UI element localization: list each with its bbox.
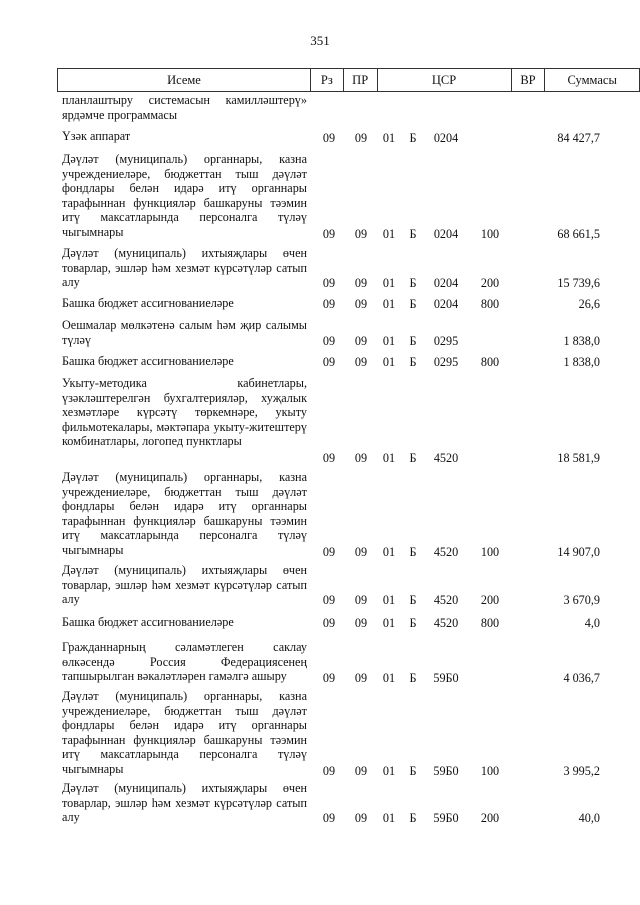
cell-rz: 09 <box>322 671 336 686</box>
cell-vr: 800 <box>480 297 500 312</box>
row-name: Дәүләт (муниципаль) органнары, казна учреждениеләре, бюджеттан тыш дәүләт фондлары белән идарә итү органнары тарафыннан функцияләр башкаруны тәэмин итү максатларында персоналга түләү чыгымнары <box>62 152 307 239</box>
cell-csr1: 01 <box>382 616 396 631</box>
cell-rz: 09 <box>322 297 336 312</box>
table-row <box>0 354 640 370</box>
header-pr: ПР <box>343 69 377 92</box>
row-name: Дәүләт (муниципаль) органнары, казна учреждениеләре, бюджеттан тыш дәүләт фондлары белән идарә итү органнары тарафыннан функцияләр башкаруны тәэмин итү максатларында персоналга түләү чыгымнары <box>62 470 307 557</box>
table-row <box>0 615 640 631</box>
cell-pr: 09 <box>354 355 368 370</box>
cell-pr: 09 <box>354 451 368 466</box>
cell-sum: 84 427,7 <box>557 131 600 146</box>
cell-vr: 200 <box>480 593 500 608</box>
cell-pr: 09 <box>354 811 368 826</box>
cell-pr: 09 <box>354 131 368 146</box>
cell-sum: 3 670,9 <box>563 593 600 608</box>
row-name: Укыту-методика кабинетлары, үзәкләштерелгән бухгалтерияләр, хуҗалык хезмәтләре күрсәтү төркемнәре, укыту фильмотекалары, мәктәпара укыту-житештерү комбинатлары, логопед пунктлары <box>62 376 307 449</box>
row-name: Башка бюджет ассигнованиеләре <box>62 615 234 629</box>
header-sum: Суммасы <box>545 69 640 92</box>
cell-sum: 3 995,2 <box>563 764 600 779</box>
cell-vr: 100 <box>480 764 500 779</box>
cell-vr: 100 <box>480 227 500 242</box>
cell-csr2: Б <box>409 593 417 608</box>
row-name: Дәүләт (муниципаль) ихтыяҗлары өчен товарлар, эшләр һәм хезмәт күрсәтүләр сатып алу <box>62 563 307 607</box>
cell-rz: 09 <box>322 131 336 146</box>
cell-csr2: Б <box>409 334 417 349</box>
cell-csr1: 01 <box>382 297 396 312</box>
cell-pr: 09 <box>354 616 368 631</box>
cell-csr1: 01 <box>382 811 396 826</box>
cell-csr1: 01 <box>382 451 396 466</box>
cell-sum: 18 581,9 <box>557 451 600 466</box>
cell-csr1: 01 <box>382 276 396 291</box>
cell-rz: 09 <box>322 616 336 631</box>
cell-pr: 09 <box>354 276 368 291</box>
cell-csr3: 0295 <box>433 355 459 370</box>
header-vr: ВР <box>511 69 545 92</box>
cell-pr: 09 <box>354 545 368 560</box>
cell-pr: 09 <box>354 334 368 349</box>
cell-pr: 09 <box>354 227 368 242</box>
table-row <box>0 640 640 686</box>
cell-sum: 14 907,0 <box>557 545 600 560</box>
cell-rz: 09 <box>322 451 336 466</box>
cell-rz: 09 <box>322 334 336 349</box>
table-row <box>0 689 640 779</box>
table-row <box>0 296 640 312</box>
cell-sum: 4 036,7 <box>563 671 600 686</box>
cell-rz: 09 <box>322 355 336 370</box>
header-rz: Рз <box>310 69 343 92</box>
cell-csr3: 0204 <box>433 297 459 312</box>
cell-sum: 4,0 <box>584 616 600 631</box>
cell-csr3: 59Б0 <box>433 811 459 826</box>
cell-csr1: 01 <box>382 334 396 349</box>
cell-pr: 09 <box>354 764 368 779</box>
cell-rz: 09 <box>322 811 336 826</box>
cell-vr: 200 <box>480 811 500 826</box>
cell-rz: 09 <box>322 545 336 560</box>
cell-csr1: 01 <box>382 764 396 779</box>
table-row <box>0 246 640 291</box>
cell-sum: 26,6 <box>578 297 600 312</box>
cell-csr3: 0204 <box>433 227 459 242</box>
cell-csr1: 01 <box>382 355 396 370</box>
row-name: Дәүләт (муниципаль) органнары, казна учреждениеләре, бюджеттан тыш дәүләт фондлары белән идарә итү органнары тарафыннан функцияләр башкаруны тәэмин итү максатларында персоналга түләү чыгымнары <box>62 689 307 776</box>
cell-csr1: 01 <box>382 131 396 146</box>
cell-csr1: 01 <box>382 671 396 686</box>
cell-csr3: 0204 <box>433 276 459 291</box>
row-name: Башка бюджет ассигнованиеләре <box>62 296 234 310</box>
cell-csr3: 59Б0 <box>433 764 459 779</box>
header-name: Исеме <box>58 69 311 92</box>
cell-sum: 68 661,5 <box>557 227 600 242</box>
cell-csr3: 4520 <box>433 451 459 466</box>
cell-sum: 1 838,0 <box>563 355 600 370</box>
cell-csr1: 01 <box>382 593 396 608</box>
row-name: Башка бюджет ассигнованиеләре <box>62 354 234 368</box>
cell-csr2: Б <box>409 131 417 146</box>
table-row <box>0 318 640 349</box>
cell-csr2: Б <box>409 616 417 631</box>
cell-pr: 09 <box>354 671 368 686</box>
carryover-row <box>0 93 640 123</box>
cell-csr2: Б <box>409 355 417 370</box>
cell-csr2: Б <box>409 671 417 686</box>
cell-csr3: 4520 <box>433 616 459 631</box>
header-csr: ЦСР <box>377 69 511 92</box>
cell-rz: 09 <box>322 227 336 242</box>
cell-csr1: 01 <box>382 545 396 560</box>
cell-vr: 100 <box>480 545 500 560</box>
cell-csr2: Б <box>409 276 417 291</box>
cell-csr2: Б <box>409 764 417 779</box>
table-row <box>0 563 640 608</box>
row-name: Гражданнарның сәламәтлеген саклау өлкәсендә Россия Федерациясенең тапшырылган вәкаләтләрен гамәлгә ашыру <box>62 640 307 684</box>
cell-sum: 15 739,6 <box>557 276 600 291</box>
cell-csr3: 59Б0 <box>433 671 459 686</box>
page-number: 351 <box>310 33 330 48</box>
table-row <box>0 376 640 466</box>
carryover-text: планлаштыру системасын камилләштерү» ярдәмче программасы <box>62 93 307 122</box>
cell-csr1: 01 <box>382 227 396 242</box>
cell-rz: 09 <box>322 276 336 291</box>
cell-csr3: 0204 <box>433 131 459 146</box>
table-row <box>0 781 640 826</box>
cell-rz: 09 <box>322 764 336 779</box>
row-name: Оешмалар мөлкәтенә салым һәм җир салымы түләү <box>62 318 307 347</box>
row-name: Дәүләт (муниципаль) ихтыяҗлары өчен товарлар, эшләр һәм хезмәт күрсәтүләр сатып алу <box>62 781 307 825</box>
table-row <box>0 470 640 560</box>
cell-csr2: Б <box>409 545 417 560</box>
cell-vr: 800 <box>480 616 500 631</box>
row-name: Дәүләт (муниципаль) ихтыяҗлары өчен товарлар, эшләр һәм хезмәт күрсәтүләр сатып алу <box>62 246 307 290</box>
cell-csr2: Б <box>409 227 417 242</box>
cell-csr2: Б <box>409 811 417 826</box>
cell-vr: 200 <box>480 276 500 291</box>
cell-csr3: 4520 <box>433 545 459 560</box>
cell-pr: 09 <box>354 593 368 608</box>
cell-sum: 40,0 <box>578 811 600 826</box>
cell-rz: 09 <box>322 593 336 608</box>
cell-csr3: 4520 <box>433 593 459 608</box>
cell-sum: 1 838,0 <box>563 334 600 349</box>
table-row <box>0 129 640 146</box>
cell-csr2: Б <box>409 297 417 312</box>
cell-csr2: Б <box>409 451 417 466</box>
cell-pr: 09 <box>354 297 368 312</box>
cell-vr: 800 <box>480 355 500 370</box>
row-name: Үзәк аппарат <box>62 129 131 143</box>
cell-csr3: 0295 <box>433 334 459 349</box>
table-row <box>0 152 640 242</box>
